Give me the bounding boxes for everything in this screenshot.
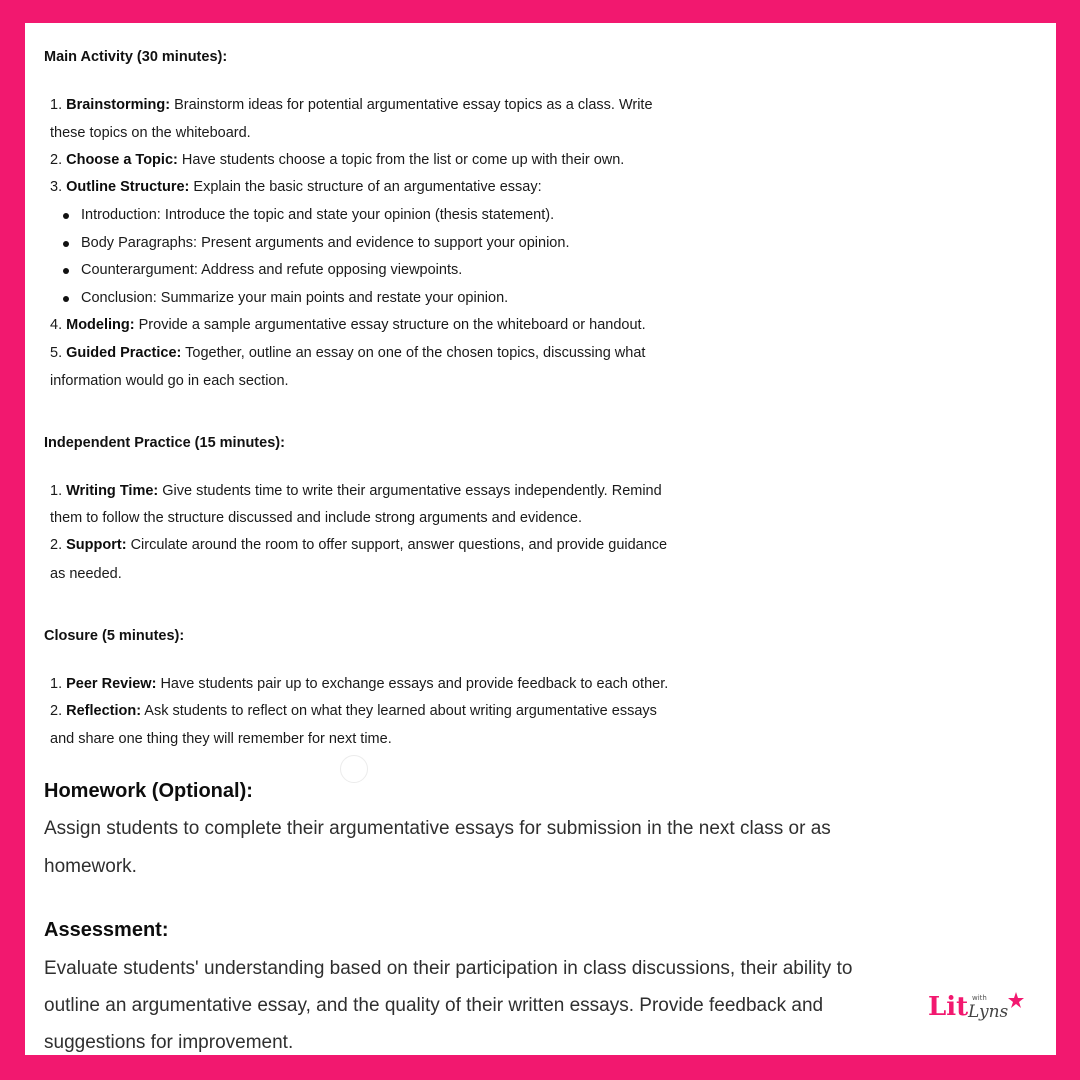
list-item-continuation: as needed. (50, 566, 122, 582)
bullet-item: Conclusion: Summarize your main points and restate your opinion. (81, 290, 509, 306)
main-activity-heading: Main Activity (30 minutes): (44, 49, 228, 65)
list-item-continuation: information would go in each section. (50, 373, 289, 389)
bullet-item: Introduction: Introduce the topic and state your opinion (thesis statement). (81, 207, 555, 223)
assessment-heading: Assessment: (44, 919, 169, 941)
assessment-text-line: suggestions for improvement. (44, 1032, 294, 1053)
homework-text-line: Assign students to complete their argumentative essays for submission in the next class or as (44, 818, 831, 839)
homework-heading: Homework (Optional): (44, 780, 253, 802)
logo-with: with (972, 994, 987, 1002)
independent-practice-heading: Independent Practice (15 minutes): (44, 435, 285, 451)
bullet-dot (63, 296, 69, 302)
bullet-dot (63, 268, 69, 274)
star-icon (1008, 992, 1024, 1008)
assessment-text-line: Evaluate students' understanding based on their participation in class discussions, their ability to (44, 958, 853, 979)
bullet-dot (63, 241, 69, 247)
list-item: 2. Support: Circulate around the room to offer support, answer questions, and provide guidance (50, 537, 668, 553)
list-item-continuation: these topics on the whiteboard. (50, 125, 251, 141)
list-item: 1. Writing Time: Give students time to write their argumentative essays independently. Remind (50, 483, 662, 499)
list-item-continuation: and share one thing they will remember for next time. (50, 731, 392, 747)
list-item-continuation: them to follow the structure discussed and include strong arguments and evidence. (50, 510, 582, 526)
list-item: 1. Peer Review: Have students pair up to exchange essays and provide feedback to each other. (50, 676, 669, 692)
list-item: 1. Brainstorming: Brainstorm ideas for potential argumentative essay topics as a class. Write (50, 97, 653, 113)
homework-text-line: homework. (44, 856, 137, 877)
list-item: 3. Outline Structure: Explain the basic structure of an argumentative essay: (50, 179, 542, 195)
list-item: 2. Reflection: Ask students to reflect on what they learned about writing argumentative essays (50, 703, 657, 719)
assessment-text-line: outline an argumentative essay, and the quality of their written essays. Provide feedback and (44, 995, 824, 1016)
bullet-item: Body Paragraphs: Present arguments and evidence to support your opinion. (81, 235, 570, 251)
list-item: 2. Choose a Topic: Have students choose a topic from the list or come up with their own. (50, 152, 625, 168)
logo-lit: Lit (928, 992, 969, 1022)
document-card (25, 23, 1056, 1055)
brand-logo (928, 990, 1024, 1026)
scroll-indicator-circle (340, 755, 368, 783)
bullet-dot (63, 213, 69, 219)
list-item: 5. Guided Practice: Together, outline an essay on one of the chosen topics, discussing what (50, 345, 646, 361)
closure-heading: Closure (5 minutes): (44, 628, 185, 644)
logo-name: Lyns (968, 1002, 1009, 1022)
bullet-item: Counterargument: Address and refute opposing viewpoints. (81, 262, 463, 278)
list-item: 4. Modeling: Provide a sample argumentative essay structure on the whiteboard or handout. (50, 317, 646, 333)
